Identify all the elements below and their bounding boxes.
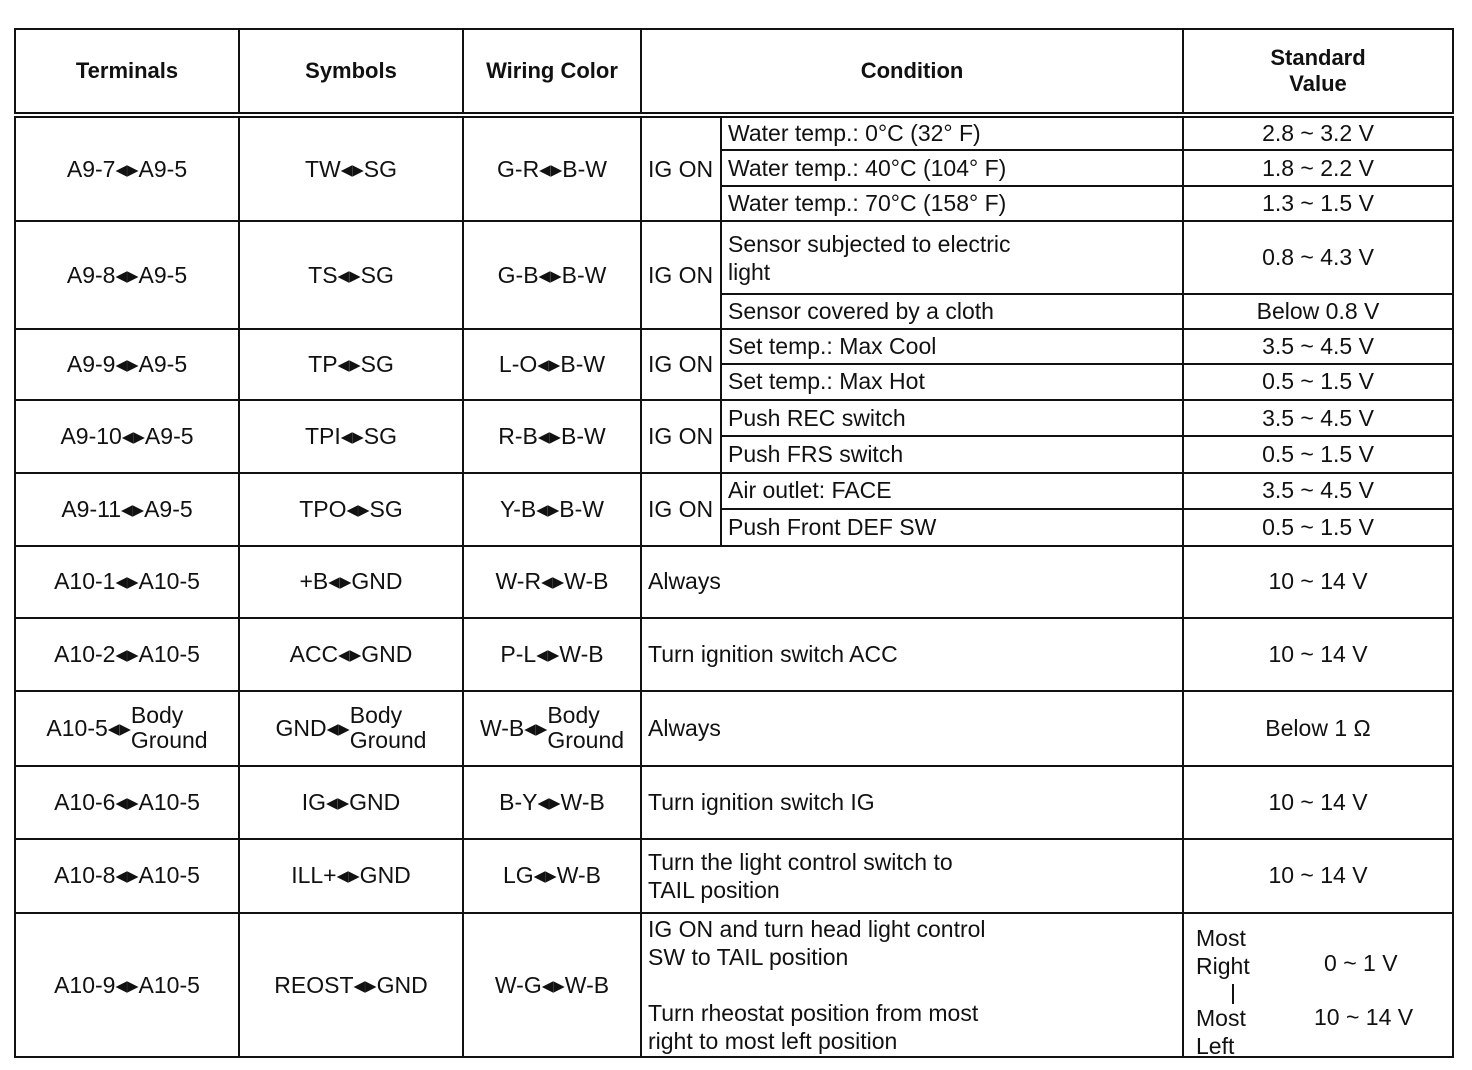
terminals-cell: A9-9◂▸A9-5 [15, 329, 239, 400]
symbols-cell: TW◂▸SG [239, 115, 463, 221]
body-text: Body [349, 702, 403, 729]
terminals-cell: A9-11◂▸A9-5 [15, 473, 239, 546]
symbol-text: GND◂▸ [275, 714, 350, 741]
wiring-cell [463, 691, 641, 766]
wiring-cell: LG◂▸W-B [463, 839, 641, 914]
terminals-cell: A9-10◂▸A9-5 [15, 400, 239, 473]
symbols-cell: ILL+◂▸GND [239, 839, 463, 914]
condition-cell: Turn ignition switch IG [641, 766, 1183, 839]
value-cell: 10 ~ 14 V [1183, 546, 1453, 619]
down-arrow-icon [1232, 984, 1234, 1004]
symbols-cell: TS◂▸SG [239, 221, 463, 329]
wiring-cell: B-Y◂▸W-B [463, 766, 641, 839]
wiring-cell: P-L◂▸W-B [463, 618, 641, 691]
value-cell: 3.5 ~ 4.5 V [1183, 473, 1453, 509]
header-terminals: Terminals [15, 29, 239, 115]
condition-line: TAIL position [648, 876, 780, 903]
rheostat-values [1184, 920, 1452, 1060]
table-row [15, 691, 1453, 766]
value-cell: 0.8 ~ 4.3 V [1183, 221, 1453, 294]
symbols-cell: TPO◂▸SG [239, 473, 463, 546]
body-text: Body [547, 702, 600, 729]
condition-line: right to most left position [648, 1028, 898, 1055]
value-cell: 3.5 ~ 4.5 V [1183, 329, 1453, 363]
header-standard-value-line1: Standard [1270, 45, 1366, 70]
symbols-cell: +B◂▸GND [239, 546, 463, 619]
value-cell: 2.8 ~ 3.2 V [1183, 115, 1453, 150]
condition-line: light [728, 258, 771, 285]
value-cell: 10 ~ 14 V [1183, 839, 1453, 914]
right-text: Right [1196, 953, 1250, 980]
terminals-cell: A9-7◂▸A9-5 [15, 115, 239, 221]
value-most-left: 10 ~ 14 V [1314, 1004, 1414, 1031]
table-row [15, 618, 1453, 691]
table-row [15, 115, 1453, 150]
value-most-right: 0 ~ 1 V [1324, 950, 1398, 977]
ig-on-cell: IG ON [641, 400, 721, 473]
value-cell: 10 ~ 14 V [1183, 618, 1453, 691]
ground-text: Ground [349, 727, 427, 754]
condition-cell: Sensor covered by a cloth [721, 294, 1183, 329]
value-cell: 1.3 ~ 1.5 V [1183, 186, 1453, 221]
condition-line: IG ON and turn head light control [648, 916, 986, 943]
value-cell [1183, 913, 1453, 1060]
condition-cell: Push Front DEF SW [721, 509, 1183, 545]
ig-on-cell: IG ON [641, 473, 721, 546]
most-text: Most [1196, 1005, 1246, 1032]
value-cell: 0.5 ~ 1.5 V [1183, 509, 1453, 545]
condition-line: Sensor subjected to electric [728, 230, 1011, 257]
symbols-cell: REOST◂▸GND [239, 913, 463, 1057]
ground-text: Ground [130, 727, 208, 754]
symbols-cell: TP◂▸SG [239, 329, 463, 400]
condition-cell: Always [641, 546, 1183, 619]
wiring-cell: W-G◂▸W-B [463, 913, 641, 1057]
ig-on-cell: IG ON [641, 115, 721, 221]
wiring-cell: G-B◂▸B-W [463, 221, 641, 329]
wiring-cell: W-R◂▸W-B [463, 546, 641, 619]
symbols-cell [239, 691, 463, 766]
terminals-cell [15, 691, 239, 766]
table-row [15, 473, 1453, 509]
condition-cell: Air outlet: FACE [721, 473, 1183, 509]
condition-cell: Turn ignition switch ACC [641, 618, 1183, 691]
header-symbols: Symbols [239, 29, 463, 115]
table-row [15, 329, 1453, 363]
symbols-cell: ACC◂▸GND [239, 618, 463, 691]
symbols-cell: IG◂▸GND [239, 766, 463, 839]
terminal-text: A10-5◂▸ [46, 714, 131, 741]
condition-line: SW to TAIL position [648, 944, 849, 971]
condition-line: Turn the light control switch to [648, 848, 953, 875]
wiring-cell: Y-B◂▸B-W [463, 473, 641, 546]
left-text: Left [1196, 1033, 1235, 1060]
value-cell: Below 0.8 V [1183, 294, 1453, 329]
condition-cell: Push FRS switch [721, 436, 1183, 472]
header-wiring-color: Wiring Color [463, 29, 641, 115]
body-text: Body [130, 702, 184, 729]
terminals-cell: A10-6◂▸A10-5 [15, 766, 239, 839]
condition-cell: Push REC switch [721, 400, 1183, 436]
symbols-cell: TPI◂▸SG [239, 400, 463, 473]
table-row [15, 839, 1453, 914]
wiring-cell: R-B◂▸B-W [463, 400, 641, 473]
header-row [15, 29, 1453, 115]
condition-cell: Water temp.: 40°C (104° F) [721, 150, 1183, 185]
condition-cell: Set temp.: Max Hot [721, 364, 1183, 400]
table-row [15, 221, 1453, 294]
terminals-cell: A10-1◂▸A10-5 [15, 546, 239, 619]
value-cell: 3.5 ~ 4.5 V [1183, 400, 1453, 436]
wiring-cell: G-R◂▸B-W [463, 115, 641, 221]
wiring-text: W-B◂▸ [479, 714, 548, 741]
terminals-cell: A10-2◂▸A10-5 [15, 618, 239, 691]
terminal-spec-table [14, 28, 1454, 1058]
table-row [15, 400, 1453, 436]
condition-cell [641, 913, 1183, 1057]
table-row [15, 546, 1453, 619]
terminals-cell: A10-8◂▸A10-5 [15, 839, 239, 914]
value-cell: 0.5 ~ 1.5 V [1183, 436, 1453, 472]
terminals-cell: A9-8◂▸A9-5 [15, 221, 239, 329]
condition-cell: Water temp.: 70°C (158° F) [721, 186, 1183, 221]
ig-on-cell: IG ON [641, 221, 721, 329]
ig-on-cell: IG ON [641, 329, 721, 400]
terminals-cell: A10-9◂▸A10-5 [15, 913, 239, 1057]
header-condition: Condition [641, 29, 1183, 115]
condition-line: Turn rheostat position from most [648, 1000, 979, 1027]
condition-cell [641, 839, 1183, 914]
condition-cell: Set temp.: Max Cool [721, 329, 1183, 363]
header-standard-value-line2: Value [1289, 71, 1347, 96]
value-cell: 1.8 ~ 2.2 V [1183, 150, 1453, 185]
condition-cell: Water temp.: 0°C (32° F) [721, 115, 1183, 150]
wiring-cell: L-O◂▸B-W [463, 329, 641, 400]
condition-cell: Always [641, 691, 1183, 766]
ground-text: Ground [547, 727, 625, 754]
header-standard-value [1183, 29, 1453, 115]
table-row [15, 766, 1453, 839]
most-text: Most [1196, 925, 1246, 952]
value-cell: Below 1 Ω [1183, 691, 1453, 766]
most-left-label [1196, 1004, 1246, 1060]
most-right-label [1196, 924, 1250, 980]
value-cell: 10 ~ 14 V [1183, 766, 1453, 839]
table-row [15, 913, 1453, 1057]
condition-cell [721, 221, 1183, 294]
value-cell: 0.5 ~ 1.5 V [1183, 364, 1453, 400]
